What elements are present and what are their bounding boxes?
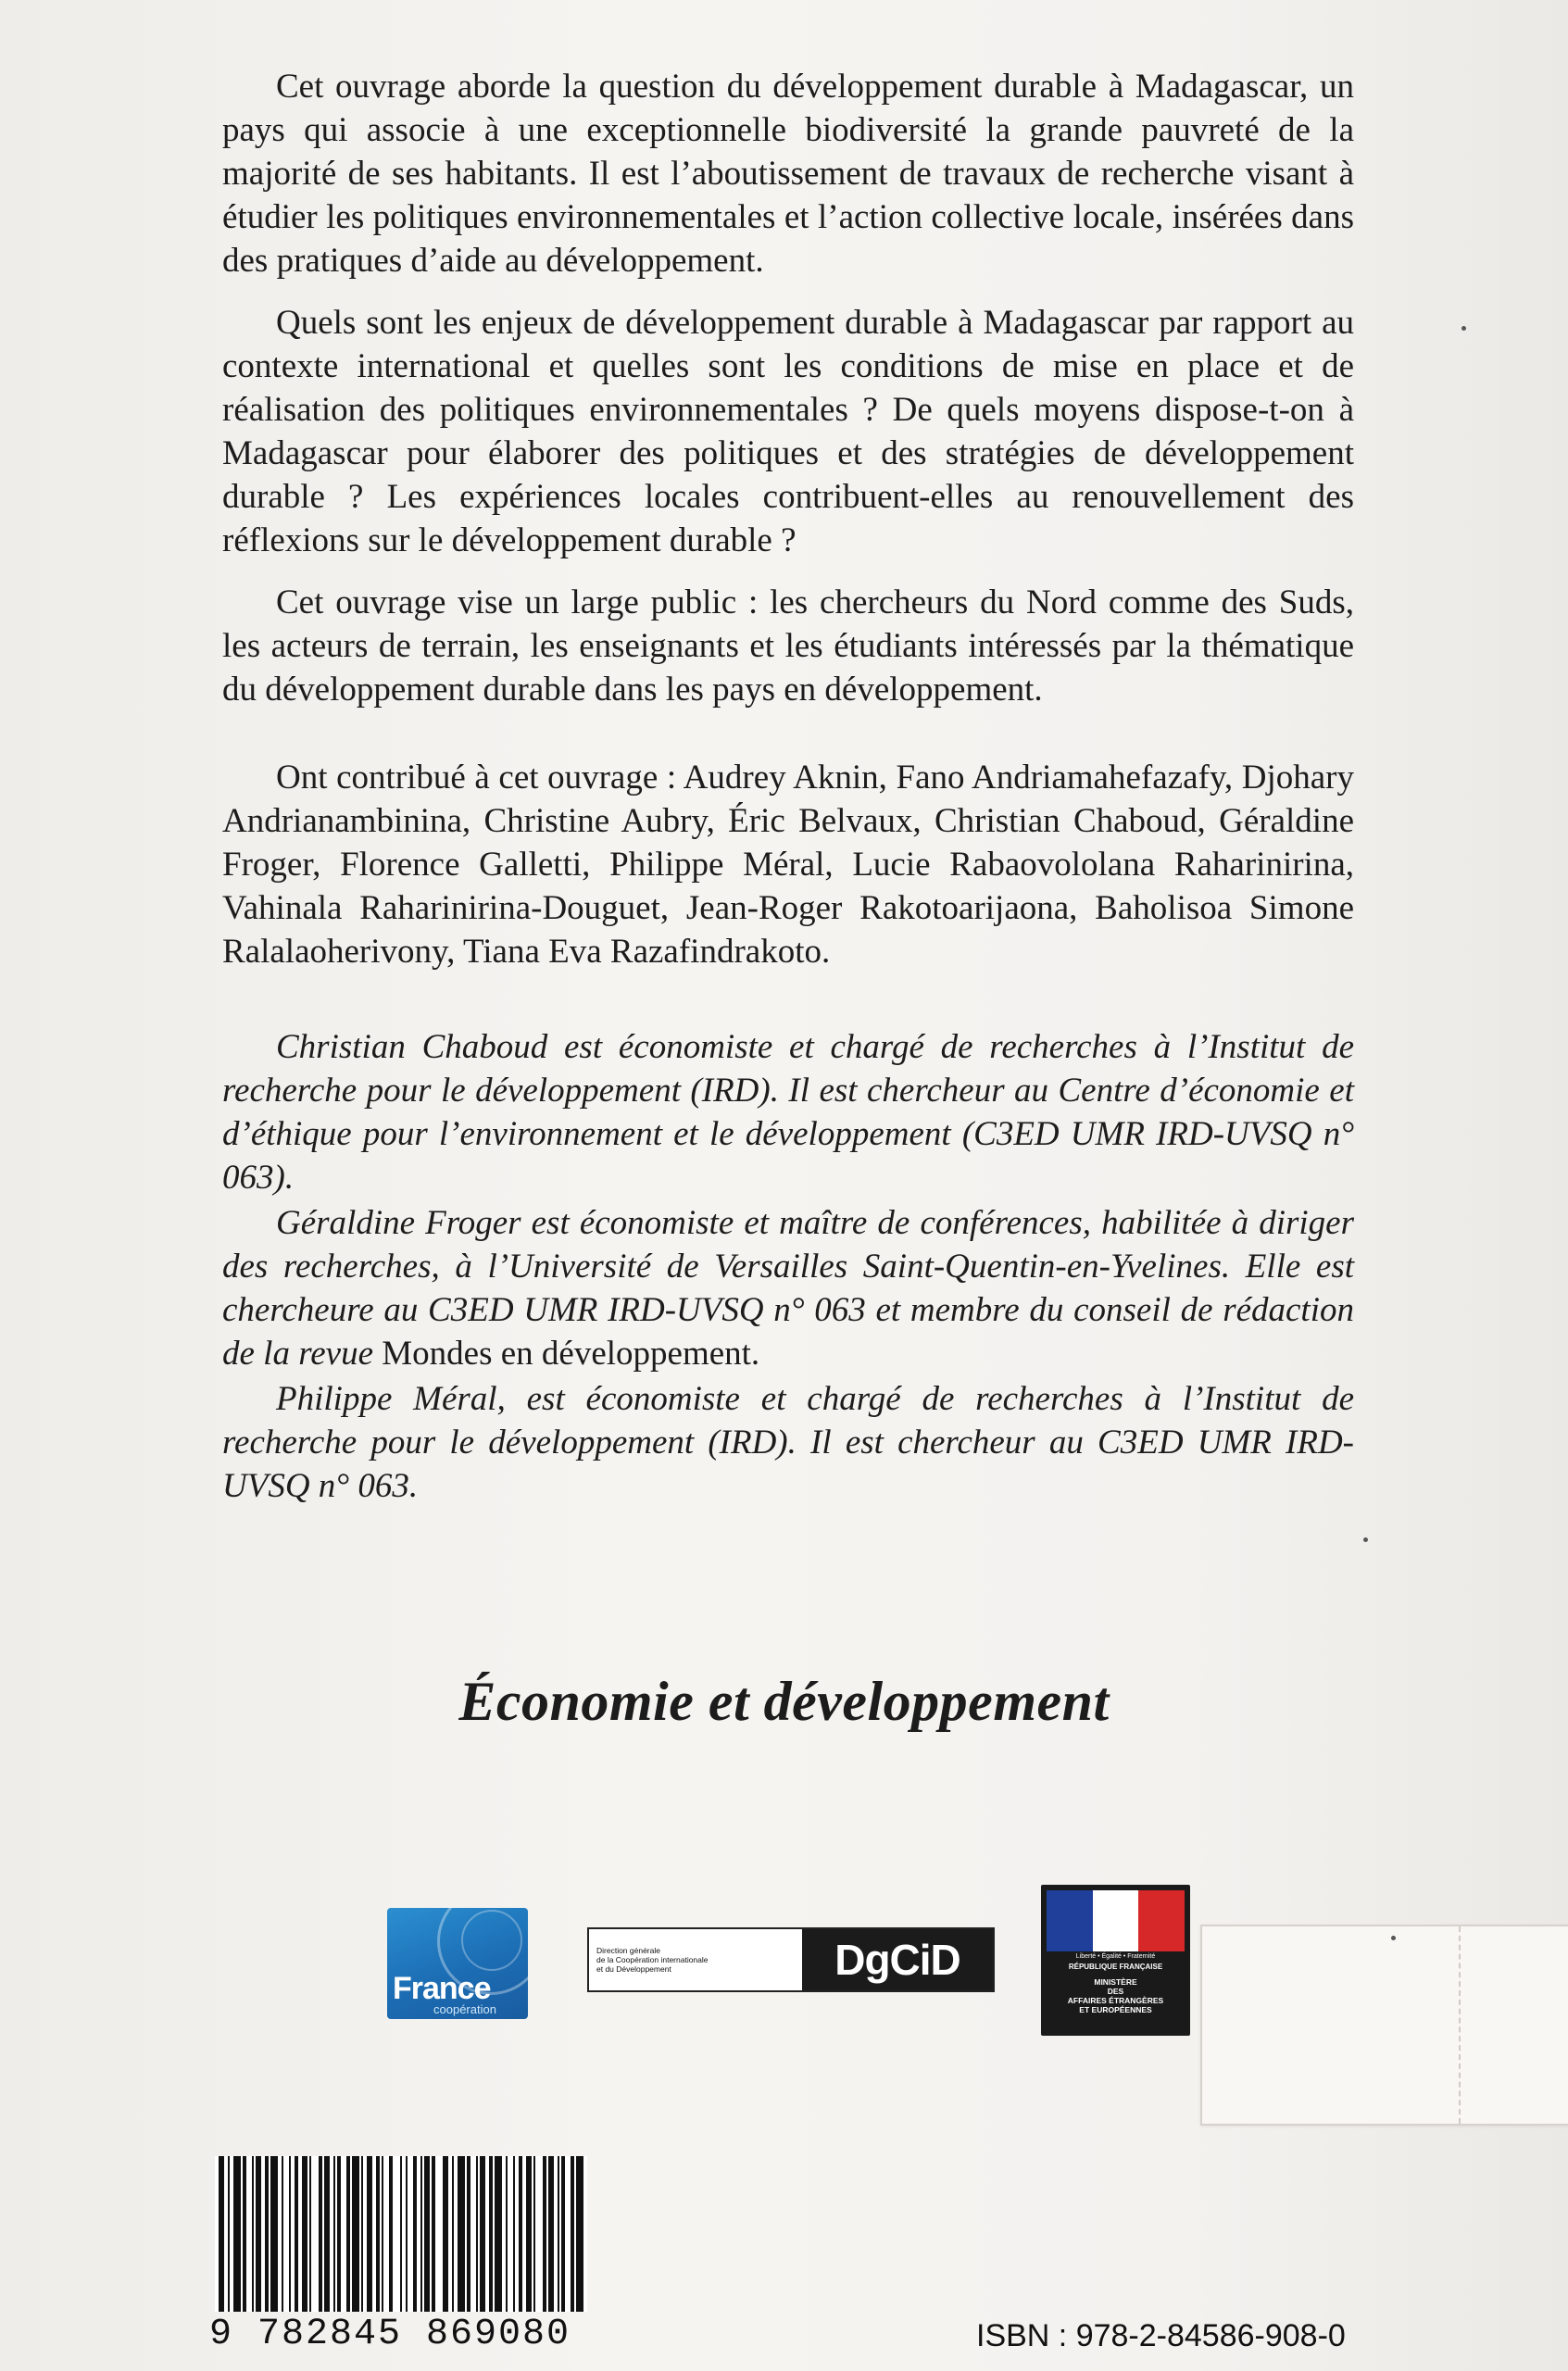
barcode-bar — [467, 2156, 470, 2312]
rf-ministry-line-4: ET EUROPÉENNES — [1079, 2005, 1152, 2014]
bio-chaboud: Christian Chaboud est économiste et chargé de recherches à l’Institut de recherche pour le développement (IRD). Il est chercheur au Centre d’économie et d’éthique pour l’environnement et le développement (C3ED UMR IRD-UVSQ n° 063). — [222, 1028, 1354, 1197]
barcode-bar — [476, 2156, 478, 2312]
barcode-bar — [376, 2156, 380, 2312]
france-sub: coopération — [433, 2002, 496, 2016]
barcode-bar — [424, 2156, 430, 2312]
bio-froger — [222, 1201, 1354, 1375]
barcode-bar — [361, 2156, 363, 2312]
barcode-bar — [270, 2156, 278, 2312]
rf-ministry-line-1: MINISTÈRE — [1094, 1977, 1137, 1987]
barcode-bar — [506, 2156, 508, 2312]
barcode-bar — [489, 2156, 493, 2312]
bio-meral: Philippe Méral, est économiste et chargé de recherches à l’Institut de recherche pour le développement (IRD). Il est chercheur au C3ED UMR IRD-UVSQ n° 063. — [222, 1380, 1354, 1505]
author-bios — [222, 1025, 1354, 1508]
barcode-bar — [319, 2156, 322, 2312]
barcode-bar — [533, 2156, 535, 2312]
republique-francaise-logo — [1041, 1885, 1190, 2036]
barcode-bar — [443, 2156, 448, 2312]
barcode-bar — [495, 2156, 502, 2312]
journal-title: Mondes en développement. — [382, 1335, 760, 1373]
france-cooperation-logo — [387, 1908, 528, 2019]
barcode-bar — [346, 2156, 350, 2312]
scan-speck — [1391, 1936, 1396, 1940]
rf-republic: RÉPUBLIQUE FRANÇAISE — [1068, 1963, 1163, 1971]
barcode-bar — [324, 2156, 330, 2312]
barcode-bar — [548, 2156, 554, 2312]
barcode-bar — [513, 2156, 515, 2312]
barcode-bars — [215, 2156, 587, 2312]
isbn-number: ISBN : 978-2-84586-908-0 — [976, 2318, 1346, 2353]
barcode-bar — [219, 2156, 224, 2312]
barcode-bar — [561, 2156, 565, 2312]
barcode-bar — [333, 2156, 335, 2312]
barcode-bar — [282, 2156, 283, 2312]
scan-speck — [1461, 326, 1466, 331]
rf-ministry-line-3: AFFAIRES ÉTRANGÈRES — [1067, 1996, 1164, 2005]
dgcid-mark: DgCiD — [802, 1929, 993, 1990]
barcode-bar — [558, 2156, 559, 2312]
rf-ministry-line-2: DES — [1107, 1987, 1124, 1996]
barcode-bar — [576, 2156, 583, 2312]
sticker-fold — [1459, 1926, 1461, 2124]
barcode-bar — [265, 2156, 269, 2312]
barcode-bar — [367, 2156, 372, 2312]
barcode-bar — [256, 2156, 261, 2312]
barcode-bar — [309, 2156, 311, 2312]
barcode-bar — [420, 2156, 422, 2312]
barcode-bar — [480, 2156, 485, 2312]
rf-ministry — [1047, 1977, 1185, 2014]
dgcid-line-2: de la Coopération internationale — [596, 1955, 709, 1964]
flag-white — [1093, 1890, 1139, 1951]
barcode-bar — [519, 2156, 522, 2312]
bio-froger-text: Géraldine Froger est économiste et maître de conférences, habilitée à diriger des recherches, à l’Université de Versailles Saint-Quentin-en-Yvelines. Elle est chercheure au C3ED UMR IRD-UVSQ n° 063 et membre du conseil de rédaction de la revue — [222, 1204, 1354, 1373]
globe-ring — [461, 1910, 522, 1971]
barcode-bar — [302, 2156, 307, 2312]
barcode — [215, 2156, 587, 2312]
barcode-digits: 9 782845 869080 — [209, 2314, 571, 2355]
contributors-paragraph: Ont contribué à cet ouvrage : Audrey Aknin, Fano Andriamahefazafy, Djohary Andrianambinina, Christine Aubry, Éric Belvaux, Christian Chaboud, Géraldine Froger, Florence Galletti, Philippe Méral, Lucie Rabaovololana Raharinirina, Vahinala Raharinirina-Douguet, Jean-Roger Rakotoarijaona, Baholisoa Simone Ralalaoherivony, Tiana Eva Razafindrakoto. — [222, 759, 1354, 971]
barcode-bar — [452, 2156, 454, 2312]
barcode-bar — [432, 2156, 435, 2312]
dgcid-caption — [589, 1929, 802, 1990]
rf-motto: Liberté • Égalité • Fraternité — [1075, 1953, 1156, 1960]
barcode-bar — [337, 2156, 341, 2312]
barcode-bar — [543, 2156, 546, 2312]
collection-title: Économie et développement — [458, 1671, 1110, 1732]
barcode-bar — [228, 2156, 230, 2312]
barcode-bar — [458, 2156, 465, 2312]
summary-paragraph-2: Quels sont les enjeux de développement durable à Madagascar par rapport au contexte international et quelles sont les conditions de mise en place et de réalisation des politiques environnementales ? De quels moyens dispose-t-on à Madagascar pour élaborer des politiques et des stratégies de développement durable ? Les expériences locales contribuent-elles au renouvellement des réflexions sur le développement durable ? — [222, 304, 1354, 559]
barcode-bar — [389, 2156, 393, 2312]
dgcid-logo — [587, 1927, 995, 1992]
library-sticker — [1200, 1925, 1568, 2126]
barcode-bar — [295, 2156, 298, 2312]
barcode-bar — [526, 2156, 532, 2312]
france-wordmark: France — [393, 1971, 491, 2006]
summary-paragraph-3: Cet ouvrage vise un large public : les chercheurs du Nord comme des Suds, les acteurs de terrain, les enseignants et les étudiants intéressés par la thématique du développement durable dans les pays en développement. — [222, 583, 1354, 709]
flag-red — [1138, 1890, 1185, 1951]
barcode-bar — [252, 2156, 254, 2312]
barcode-bar — [382, 2156, 383, 2312]
summary-paragraph-1: Cet ouvrage aborde la question du développement durable à Madagascar, un pays qui associe à une exceptionnelle biodiversité la grande pauvreté de la majorité de ses habitants. Il est l’aboutissement de travaux de recherche visant à étudier les politiques environnementales et l’action collective locale, insérées dans des pratiques d’aide au développement. — [222, 68, 1354, 280]
barcode-bar — [571, 2156, 574, 2312]
barcode-bar — [289, 2156, 291, 2312]
barcode-bar — [352, 2156, 359, 2312]
back-cover-text — [222, 65, 1354, 1510]
barcode-bar — [400, 2156, 402, 2312]
dgcid-line-1: Direction générale — [596, 1946, 660, 1955]
barcode-bar — [406, 2156, 408, 2312]
marianne-flag-icon — [1047, 1890, 1185, 1951]
dgcid-line-3: et du Développement — [596, 1964, 671, 1974]
barcode-bar — [413, 2156, 417, 2312]
flag-blue — [1047, 1890, 1093, 1951]
barcode-bar — [233, 2156, 241, 2312]
scan-speck — [1363, 1537, 1368, 1542]
barcode-bar — [243, 2156, 246, 2312]
